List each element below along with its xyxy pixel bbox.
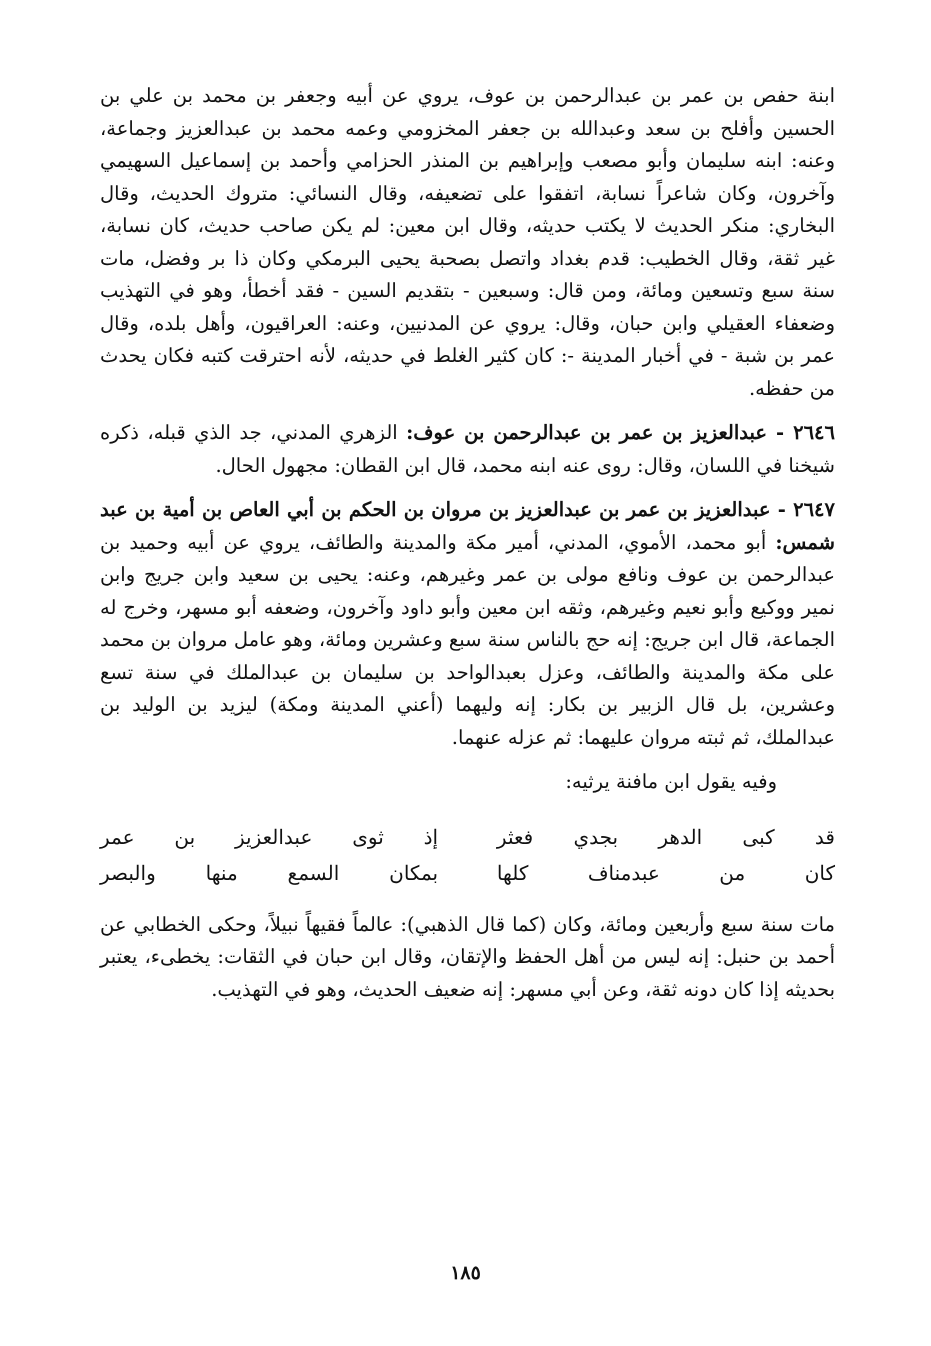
closing-paragraph: مات سنة سبع وأربعين ومائة، وكان (كما قال الذهبي): عالماً فقيهاً نبيلاً، وحكى الخطابي عن أحمد بن حنبل: إنه ليس من أهل الحفظ والإتقان، وقال ابن حبان في الثقات: يخطىء، يعتبر بحديثه إذا كان دونه ثقة، وعن أبي مسهر: إنه ضعيف الحديث، وهو في التهذيب. xyxy=(100,912,835,1001)
poem-verse-1 xyxy=(100,819,835,855)
verse-1-second-hemistich: إذ ثوى عبدالعزيز بن عمر xyxy=(100,824,439,849)
entry-2647 xyxy=(100,494,835,754)
poem-intro: وفيه يقول ابن مافنة يرثيه: xyxy=(565,770,777,793)
entry-2647-heading: ٢٦٤٧ - عبدالعزيز بن عمر بن عبدالعزيز بن مروان بن الحكم بن أبي العاص بن أمية بن عبد شمس: xyxy=(100,498,835,554)
entry-2647-body: أبو محمد، الأموي، المدني، أمير مكة والمدينة والطائف، يروي عن أبيه وحميد بن عبدالرحمن بن عوف ونافع مولى بن عمر وغيرهم، وعنه: يحيى بن سعيد وابن جريج وابن نمير ووكيع وأبو نعيم وغيرهم، وثقه ابن معين وأبو داود وآخرون، وضعفه أبو مسهر، وخرج له الجماعة، قال ابن جريج: إنه حج بالناس سنة سبع وعشرين ومائة، وهو عامل مروان بن محمد على مكة والمدينة والطائف، وعزل بعبدالواحد بن سليمان بن عبدالملك في سنة تسع وعشرين، بل قال الزبير بن بكار: إنه وليهما (أعني المدينة ومكة) ليزيد بن الوليد بن عبدالملك، ثم ثبته مروان عليهما: ثم عزله عنهما. xyxy=(100,530,835,749)
entry-2646 xyxy=(100,417,835,482)
verse-1-first-hemistich: قد كبى الدهر بجدي فعثر xyxy=(496,824,835,849)
poem xyxy=(100,819,835,891)
poem-verse-2 xyxy=(100,855,835,891)
entry-2646-heading: ٢٦٤٦ - عبدالعزيز بن عمر بن عبدالرحمن بن عوف: xyxy=(406,421,835,444)
continued-entry-paragraph: ابنة حفص بن عمر بن عبدالرحمن بن عوف، يروي عن أبيه وجعفر بن محمد بن علي بن الحسين وأفلح بن سعد وعبدالله بن جعفر المخزومي وعمه محمد بن عبدالعزيز وجماعة، وعنه: ابنه سليمان وأبو مصعب وإبراهيم بن المنذر الحزامي وأحمد بن إسماعيل السهيمي وآخرون، وكان شاعراً نسابة، اتفقوا على تضعيفه، وقال النسائي: متروك الحديث، وقال البخاري: منكر الحديث لا يكتب حديثه، وقال ابن معين: لم يكن صاحب حديث، كان نسابة، غير ثقة، وقال الخطيب: قدم بغداد واتصل بصحبة يحيى البرمكي وكان ذا بر وفضل، مات سنة سبع وتسعين ومائة، ومن قال: وسبعين - بتقديم السين - فقد أخطأ، وهو في التهذيب وضعفاء العقيلي وابن حبان، وقال: يروي عن المدنيين، وعنه: العراقيون، وأهل بلده، وقال عمر بن شبة - في أخبار المدينة -: كان كثير الغلط في حديثه، لأنه احترقت كتبه فكان يحدث من حفظه. xyxy=(100,84,835,400)
entry-2646-body: الزهري المدني، جد الذي قبله، ذكره شيخنا في اللسان، وقال: روى عنه ابنه محمد، قال ابن القطان: مجهول الحال. xyxy=(100,421,835,477)
verse-2-second-hemistich: بمكان السمع منها والبصر xyxy=(100,860,439,885)
page-number: ١٨٥ xyxy=(450,1262,481,1284)
verse-2-first-hemistich: كان من عبدمناف كلها xyxy=(496,860,835,885)
